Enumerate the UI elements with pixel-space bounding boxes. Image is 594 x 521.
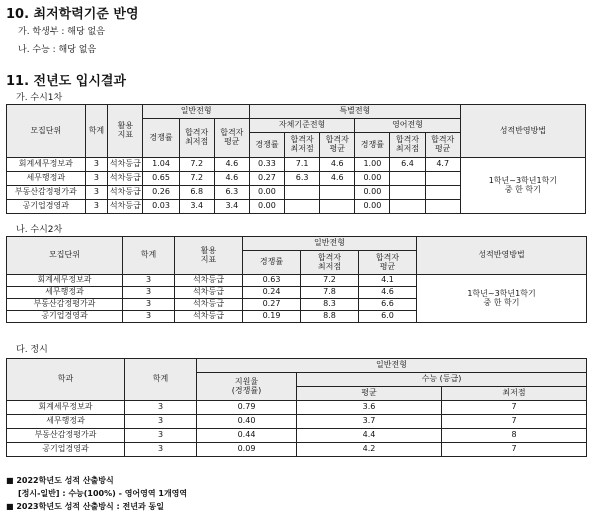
subsection-2-title: 나. 수시2차 — [16, 225, 63, 235]
cell: 석차등급 — [108, 200, 143, 214]
cell: 3 — [123, 299, 175, 311]
cell: 3 — [125, 443, 197, 457]
table-row — [7, 401, 587, 415]
footnote-2: [정시-일반] : 수능(100%) - 영어영역 1개영역 — [18, 489, 188, 498]
cell: 4.1 — [359, 275, 417, 287]
cell: 회계세무정보과 — [7, 158, 86, 172]
cell: 석차등급 — [175, 311, 243, 323]
header-min: 합격자 최저점 — [390, 133, 425, 158]
cell: 석차등급 — [175, 275, 243, 287]
cell: 0.00 — [355, 200, 390, 214]
header-english: 영어전형 — [355, 119, 460, 133]
subsection-1-title: 가. 수시1차 — [16, 93, 63, 103]
cell: 6.4 — [390, 158, 425, 172]
cell — [390, 186, 425, 200]
jungsi-table — [6, 358, 587, 457]
header-selfbase: 자체기준전형 — [249, 119, 354, 133]
cell: 7.2 — [179, 172, 214, 186]
header-dept: 모집단위 — [7, 105, 86, 158]
footnote-3: ■ 2023학년도 성적 산출방식 : 전년과 동일 — [6, 502, 164, 511]
cell: 0.19 — [243, 311, 301, 323]
cell: 0.00 — [355, 172, 390, 186]
cell: 6.0 — [359, 311, 417, 323]
cell — [390, 200, 425, 214]
cell: 7.1 — [285, 158, 320, 172]
cell: 회계세무정보과 — [7, 401, 125, 415]
cell: 1.00 — [355, 158, 390, 172]
header-comp: 경쟁률 — [249, 133, 284, 158]
header-method: 성적반영방법 — [417, 237, 587, 275]
cell: 7 — [442, 415, 587, 429]
cell: 7 — [442, 443, 587, 457]
cell: 석차등급 — [108, 172, 143, 186]
header-min: 합격자 최저점 — [301, 251, 359, 275]
cell — [285, 200, 320, 214]
table-row — [7, 443, 587, 457]
cell: 3 — [85, 186, 108, 200]
cell: 3 — [85, 200, 108, 214]
cell: 7.2 — [179, 158, 214, 172]
cell: 3 — [125, 415, 197, 429]
cell: 0.00 — [249, 186, 284, 200]
header-quota: 학계 — [85, 105, 108, 158]
cell: 3 — [123, 275, 175, 287]
header-quota: 학계 — [125, 359, 197, 401]
cell: 4.6 — [214, 158, 249, 172]
cell: 0.27 — [249, 172, 284, 186]
cell: 8.8 — [301, 311, 359, 323]
cell — [285, 186, 320, 200]
header-avg: 합격자 평균 — [214, 119, 249, 158]
header-general: 일반전형 — [143, 105, 249, 119]
cell: 3 — [125, 429, 197, 443]
header-comp: 경쟁률 — [355, 133, 390, 158]
cell: 세무행정과 — [7, 172, 86, 186]
cell: 3.4 — [179, 200, 214, 214]
cell: 8 — [442, 429, 587, 443]
table-row — [7, 158, 586, 172]
header-dept: 학과 — [7, 359, 125, 401]
cell: 공기업경영과 — [7, 311, 123, 323]
criteria-line-2: 나. 수능 : 해당 없음 — [18, 45, 97, 55]
section-11-title: 11. 전년도 입시결과 — [6, 74, 126, 89]
cell: 4.4 — [297, 429, 442, 443]
cell: 3.4 — [214, 200, 249, 214]
subsection-3-title: 다. 정시 — [16, 345, 48, 355]
header-min: 합격자 최저점 — [285, 133, 320, 158]
cell — [425, 200, 460, 214]
cell: 8.3 — [301, 299, 359, 311]
table-row — [7, 415, 587, 429]
cell: 회계세무정보과 — [7, 275, 123, 287]
cell: 4.6 — [320, 158, 355, 172]
header-csat: 수능 (등급) — [297, 373, 587, 387]
cell: 6.6 — [359, 299, 417, 311]
header-dept: 모집단위 — [7, 237, 123, 275]
cell: 0.33 — [249, 158, 284, 172]
cell: 4.2 — [297, 443, 442, 457]
header-avg: 합격자 평균 — [359, 251, 417, 275]
cell — [320, 186, 355, 200]
header-rate: 지원율 (경쟁률) — [197, 373, 297, 401]
cell: 3 — [85, 158, 108, 172]
footnote-1: ■ 2022학년도 성적 산출방식 — [6, 476, 114, 485]
header-avg: 합격자 평균 — [425, 133, 460, 158]
cell: 3 — [123, 287, 175, 299]
header-avg: 평균 — [297, 387, 442, 401]
header-index: 활용 지표 — [175, 237, 243, 275]
method-cell: 1학년~3학년1학기 중 한 학기 — [417, 275, 587, 323]
cell: 석차등급 — [175, 287, 243, 299]
cell: 0.63 — [243, 275, 301, 287]
cell: 0.03 — [143, 200, 179, 214]
cell: 6.3 — [285, 172, 320, 186]
header-comp: 경쟁률 — [243, 251, 301, 275]
cell: 3 — [85, 172, 108, 186]
cell — [425, 172, 460, 186]
cell — [390, 172, 425, 186]
susi2-table — [6, 236, 587, 323]
header-quota: 학계 — [123, 237, 175, 275]
cell: 부동산감정평가과 — [7, 299, 123, 311]
cell: 7 — [442, 401, 587, 415]
cell: 4.7 — [425, 158, 460, 172]
cell: 0.00 — [355, 186, 390, 200]
cell: 7.2 — [301, 275, 359, 287]
cell: 1.04 — [143, 158, 179, 172]
cell: 7.8 — [301, 287, 359, 299]
method-cell: 1학년~3학년1학기 중 한 학기 — [460, 158, 585, 214]
cell: 3 — [125, 401, 197, 415]
header-avg: 합격자 평균 — [320, 133, 355, 158]
cell: 0.09 — [197, 443, 297, 457]
cell: 부동산감정평가과 — [7, 429, 125, 443]
cell: 공기업경영과 — [7, 200, 86, 214]
header-index: 활용 지표 — [108, 105, 143, 158]
cell: 석차등급 — [175, 299, 243, 311]
cell: 0.40 — [197, 415, 297, 429]
header-min: 최저점 — [442, 387, 587, 401]
cell: 0.27 — [243, 299, 301, 311]
cell: 3 — [123, 311, 175, 323]
criteria-line-1: 가. 학생부 : 해당 없음 — [18, 27, 105, 37]
table-row — [7, 429, 587, 443]
cell: 공기업경영과 — [7, 443, 125, 457]
cell: 석차등급 — [108, 186, 143, 200]
cell: 세무행정과 — [7, 287, 123, 299]
cell: 0.24 — [243, 287, 301, 299]
section-10-title: 10. 최저학력기준 반영 — [6, 7, 139, 22]
cell: 0.00 — [249, 200, 284, 214]
table-row — [7, 275, 587, 287]
cell: 6.8 — [179, 186, 214, 200]
cell: 4.6 — [320, 172, 355, 186]
cell: 석차등급 — [108, 158, 143, 172]
cell: 0.65 — [143, 172, 179, 186]
cell: 3.6 — [297, 401, 442, 415]
header-general: 일반전형 — [197, 359, 587, 373]
cell: 4.6 — [214, 172, 249, 186]
cell: 0.44 — [197, 429, 297, 443]
cell: 6.3 — [214, 186, 249, 200]
cell: 3.7 — [297, 415, 442, 429]
cell — [425, 186, 460, 200]
cell: 부동산감정평가과 — [7, 186, 86, 200]
cell: 0.79 — [197, 401, 297, 415]
header-method: 성적반영방법 — [460, 105, 585, 158]
header-comp: 경쟁률 — [143, 119, 179, 158]
header-general: 일반전형 — [243, 237, 417, 251]
susi1-table — [6, 104, 586, 214]
header-min: 합격자 최저점 — [179, 119, 214, 158]
cell: 0.26 — [143, 186, 179, 200]
cell: 세무행정과 — [7, 415, 125, 429]
cell — [320, 200, 355, 214]
cell: 4.6 — [359, 287, 417, 299]
header-special: 특별전형 — [249, 105, 460, 119]
